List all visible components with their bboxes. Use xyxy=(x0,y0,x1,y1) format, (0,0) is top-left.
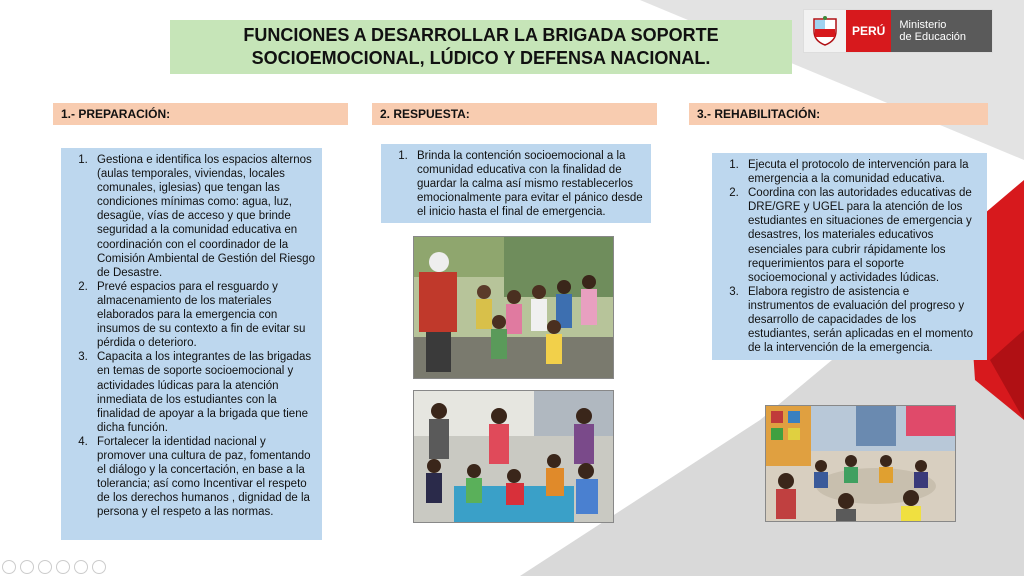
peru-crest-icon xyxy=(808,15,842,47)
list-item: 1. Ejecuta el protocolo de intervención para la emergencia a la comunidad educativa. xyxy=(742,158,977,186)
photo-group-activity xyxy=(413,390,614,523)
panel-preparacion xyxy=(61,148,322,540)
ministry-logo xyxy=(803,9,993,53)
list-item: 2. Coordina con las autoridades educativas de DRE/GRE y UGEL para la atención de los estudiantes en situaciones de emergencia y desastres, los materiales educativos esenciales para cubrir rápidamente los requerimientos para el soporte socioemocional y actividades lúdicas. xyxy=(742,186,977,285)
title-line-2: SOCIOEMOCIONAL, LÚDICO Y DEFENSA NACIONAL. xyxy=(251,48,711,68)
panel-rehabilitacion xyxy=(712,153,987,360)
list-item: 2. Prevé espacios para el resguardo y almacenamiento de los materiales elaborados para la emergencia con insumos de su contexto a fin de evitar su pérdida o deterioro. xyxy=(91,280,316,350)
logo-ministry-line-2: de Educación xyxy=(899,31,967,43)
prev-slide-icon[interactable] xyxy=(2,560,16,574)
panel-respuesta xyxy=(381,144,651,223)
title-line-1: FUNCIONES A DESARROLLAR LA BRIGADA SOPORTE xyxy=(243,25,719,45)
list-item: 3. Elabora registro de asistencia e instrumentos de evaluación del progreso y desarrollo de capacidades de los estudiantes, serán aplicadas en el momento de la intervención de la emergencia. xyxy=(742,285,977,355)
page-title xyxy=(170,20,792,74)
logo-ministry xyxy=(891,10,992,52)
slides-grid-icon[interactable] xyxy=(56,560,70,574)
next-slide-icon[interactable] xyxy=(20,560,34,574)
more-options-icon[interactable] xyxy=(92,560,106,574)
slide-controls xyxy=(2,560,106,574)
logo-country: PERÚ xyxy=(846,10,891,52)
list-item: 3. Capacita a los integrantes de las brigadas en temas de soporte socioemocional y actividades lúdicas para la atención inmediata de los estudiantes con la finalidad de apoyar a la brigada que tiene dicha función. xyxy=(91,350,316,435)
list-respuesta xyxy=(381,149,643,219)
list-item: 1. Brinda la contención socioemocional a la comunidad educativa con la finalidad de guardar la calma así mismo restablecerlos emocionalmente para evitar el pánico desde el inicio hasta el final de emergencia. xyxy=(411,149,643,219)
pen-icon[interactable] xyxy=(38,560,52,574)
photo-brigade-children xyxy=(413,236,614,379)
header-rehabilitacion: 3.- REHABILITACIÓN: xyxy=(689,103,988,125)
header-respuesta: 2. RESPUESTA: xyxy=(372,103,657,125)
list-rehabilitacion xyxy=(712,158,977,355)
photo-classroom-circle xyxy=(765,405,956,522)
logo-ministry-line-1: Ministerio xyxy=(899,19,947,31)
list-preparacion xyxy=(61,153,316,519)
list-item: 4. Fortalecer la identidad nacional y promover una cultura de paz, fomentando el diálogo y la concertación, en base a la tolerancia; así como Incentivar el respeto de los derechos humanos , dignidad de la persona y el respeto a las normas. xyxy=(91,435,316,520)
header-preparacion: 1.- PREPARACIÓN: xyxy=(53,103,348,125)
zoom-icon[interactable] xyxy=(74,560,88,574)
list-item: 1. Gestiona e identifica los espacios alternos (aulas temporales, viviendas, locales comunales, iglesias) que tengan las condiciones mínimas como: agua, luz, desagüe, vías de acceso y que brinde seguridad a la comunidad educativa en coordinación con el coordinador de la Comisión Ambiental de Gestión del Riesgo de Desastre. xyxy=(91,153,316,280)
